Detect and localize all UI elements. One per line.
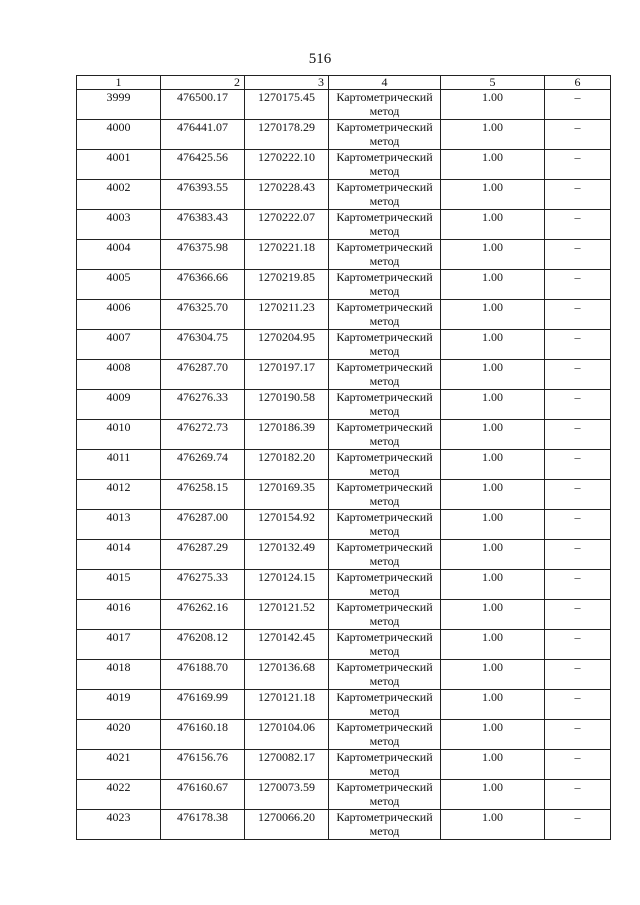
x-coordinate-cell: 476393.55 — [161, 180, 245, 210]
point-number-cell: 3999 — [77, 90, 161, 120]
note-cell: – — [545, 810, 611, 840]
table-body — [77, 90, 611, 840]
note-cell: – — [545, 660, 611, 690]
x-coordinate-cell: 476275.33 — [161, 570, 245, 600]
note-cell: – — [545, 180, 611, 210]
accuracy-cell: 1.00 — [441, 660, 545, 690]
method-cell: Картометрический метод — [329, 540, 441, 570]
note-cell: – — [545, 570, 611, 600]
method-cell: Картометрический метод — [329, 600, 441, 630]
accuracy-cell: 1.00 — [441, 420, 545, 450]
point-number-cell: 4012 — [77, 480, 161, 510]
note-cell: – — [545, 90, 611, 120]
method-cell: Картометрический метод — [329, 510, 441, 540]
x-coordinate-cell: 476160.18 — [161, 720, 245, 750]
note-cell: – — [545, 300, 611, 330]
accuracy-cell: 1.00 — [441, 480, 545, 510]
method-cell: Картометрический метод — [329, 570, 441, 600]
accuracy-cell: 1.00 — [441, 630, 545, 660]
note-cell: – — [545, 690, 611, 720]
accuracy-cell: 1.00 — [441, 390, 545, 420]
method-cell: Картометрический метод — [329, 660, 441, 690]
method-cell: Картометрический метод — [329, 390, 441, 420]
y-coordinate-cell: 1270178.29 — [245, 120, 329, 150]
y-coordinate-cell: 1270132.49 — [245, 540, 329, 570]
table-row — [77, 450, 611, 480]
table-row — [77, 810, 611, 840]
y-coordinate-cell: 1270190.58 — [245, 390, 329, 420]
note-cell: – — [545, 360, 611, 390]
method-cell: Картометрический метод — [329, 180, 441, 210]
accuracy-cell: 1.00 — [441, 690, 545, 720]
accuracy-cell: 1.00 — [441, 720, 545, 750]
method-cell: Картометрический метод — [329, 90, 441, 120]
point-number-cell: 4004 — [77, 240, 161, 270]
y-coordinate-cell: 1270175.45 — [245, 90, 329, 120]
x-coordinate-cell: 476156.76 — [161, 750, 245, 780]
y-coordinate-cell: 1270104.06 — [245, 720, 329, 750]
method-cell: Картометрический метод — [329, 630, 441, 660]
y-coordinate-cell: 1270182.20 — [245, 450, 329, 480]
note-cell: – — [545, 720, 611, 750]
accuracy-cell: 1.00 — [441, 360, 545, 390]
table-row — [77, 120, 611, 150]
y-coordinate-cell: 1270121.52 — [245, 600, 329, 630]
point-number-cell: 4003 — [77, 210, 161, 240]
point-number-cell: 4021 — [77, 750, 161, 780]
method-cell: Картометрический метод — [329, 150, 441, 180]
y-coordinate-cell: 1270211.23 — [245, 300, 329, 330]
y-coordinate-cell: 1270121.18 — [245, 690, 329, 720]
method-cell: Картометрический метод — [329, 480, 441, 510]
x-coordinate-cell: 476276.33 — [161, 390, 245, 420]
point-number-cell: 4006 — [77, 300, 161, 330]
x-coordinate-cell: 476441.07 — [161, 120, 245, 150]
y-coordinate-cell: 1270219.85 — [245, 270, 329, 300]
table-row — [77, 480, 611, 510]
method-cell: Картометрический метод — [329, 210, 441, 240]
point-number-cell: 4009 — [77, 390, 161, 420]
method-cell: Картометрический метод — [329, 330, 441, 360]
note-cell: – — [545, 630, 611, 660]
x-coordinate-cell: 476304.75 — [161, 330, 245, 360]
header-row — [77, 76, 611, 90]
y-coordinate-cell: 1270082.17 — [245, 750, 329, 780]
table-row — [77, 360, 611, 390]
method-cell: Картометрический метод — [329, 720, 441, 750]
accuracy-cell: 1.00 — [441, 90, 545, 120]
method-cell: Картометрический метод — [329, 300, 441, 330]
x-coordinate-cell: 476258.15 — [161, 480, 245, 510]
x-coordinate-cell: 476287.29 — [161, 540, 245, 570]
point-number-cell: 4007 — [77, 330, 161, 360]
column-header-1: 1 — [77, 76, 161, 90]
method-cell: Картометрический метод — [329, 270, 441, 300]
x-coordinate-cell: 476160.67 — [161, 780, 245, 810]
accuracy-cell: 1.00 — [441, 330, 545, 360]
y-coordinate-cell: 1270186.39 — [245, 420, 329, 450]
note-cell: – — [545, 270, 611, 300]
x-coordinate-cell: 476178.38 — [161, 810, 245, 840]
x-coordinate-cell: 476425.56 — [161, 150, 245, 180]
point-number-cell: 4008 — [77, 360, 161, 390]
x-coordinate-cell: 476262.16 — [161, 600, 245, 630]
method-cell: Картометрический метод — [329, 750, 441, 780]
x-coordinate-cell: 476366.66 — [161, 270, 245, 300]
table-row — [77, 600, 611, 630]
x-coordinate-cell: 476188.70 — [161, 660, 245, 690]
x-coordinate-cell: 476287.70 — [161, 360, 245, 390]
table-row — [77, 420, 611, 450]
y-coordinate-cell: 1270204.95 — [245, 330, 329, 360]
method-cell: Картометрический метод — [329, 690, 441, 720]
point-number-cell: 4015 — [77, 570, 161, 600]
note-cell: – — [545, 120, 611, 150]
x-coordinate-cell: 476383.43 — [161, 210, 245, 240]
x-coordinate-cell: 476272.73 — [161, 420, 245, 450]
accuracy-cell: 1.00 — [441, 210, 545, 240]
note-cell: – — [545, 780, 611, 810]
method-cell: Картометрический метод — [329, 450, 441, 480]
table-row — [77, 660, 611, 690]
column-header-3: 3 — [245, 76, 329, 90]
x-coordinate-cell: 476325.70 — [161, 300, 245, 330]
point-number-cell: 4022 — [77, 780, 161, 810]
point-number-cell: 4017 — [77, 630, 161, 660]
accuracy-cell: 1.00 — [441, 540, 545, 570]
table-row — [77, 780, 611, 810]
y-coordinate-cell: 1270073.59 — [245, 780, 329, 810]
table-row — [77, 720, 611, 750]
y-coordinate-cell: 1270154.92 — [245, 510, 329, 540]
note-cell: – — [545, 240, 611, 270]
method-cell: Картометрический метод — [329, 120, 441, 150]
y-coordinate-cell: 1270169.35 — [245, 480, 329, 510]
point-number-cell: 4018 — [77, 660, 161, 690]
x-coordinate-cell: 476375.98 — [161, 240, 245, 270]
accuracy-cell: 1.00 — [441, 750, 545, 780]
accuracy-cell: 1.00 — [441, 120, 545, 150]
accuracy-cell: 1.00 — [441, 180, 545, 210]
column-header-6: 6 — [545, 76, 611, 90]
column-header-2: 2 — [161, 76, 245, 90]
point-number-cell: 4016 — [77, 600, 161, 630]
table-row — [77, 300, 611, 330]
point-number-cell: 4002 — [77, 180, 161, 210]
note-cell: – — [545, 480, 611, 510]
point-number-cell: 4005 — [77, 270, 161, 300]
table-row — [77, 180, 611, 210]
x-coordinate-cell: 476269.74 — [161, 450, 245, 480]
point-number-cell: 4020 — [77, 720, 161, 750]
note-cell: – — [545, 150, 611, 180]
method-cell: Картометрический метод — [329, 240, 441, 270]
accuracy-cell: 1.00 — [441, 270, 545, 300]
accuracy-cell: 1.00 — [441, 150, 545, 180]
accuracy-cell: 1.00 — [441, 570, 545, 600]
table-row — [77, 150, 611, 180]
point-number-cell: 4001 — [77, 150, 161, 180]
y-coordinate-cell: 1270142.45 — [245, 630, 329, 660]
method-cell: Картометрический метод — [329, 780, 441, 810]
table-row — [77, 540, 611, 570]
accuracy-cell: 1.00 — [441, 780, 545, 810]
table-row — [77, 240, 611, 270]
note-cell: – — [545, 600, 611, 630]
table-row — [77, 690, 611, 720]
y-coordinate-cell: 1270222.07 — [245, 210, 329, 240]
point-number-cell: 4000 — [77, 120, 161, 150]
x-coordinate-cell: 476208.12 — [161, 630, 245, 660]
note-cell: – — [545, 390, 611, 420]
y-coordinate-cell: 1270124.15 — [245, 570, 329, 600]
table-header — [77, 76, 611, 90]
method-cell: Картометрический метод — [329, 810, 441, 840]
page-number: 516 — [308, 51, 332, 67]
accuracy-cell: 1.00 — [441, 450, 545, 480]
y-coordinate-cell: 1270222.10 — [245, 150, 329, 180]
column-header-5: 5 — [441, 76, 545, 90]
accuracy-cell: 1.00 — [441, 300, 545, 330]
note-cell: – — [545, 750, 611, 780]
note-cell: – — [545, 540, 611, 570]
table-row — [77, 630, 611, 660]
table-row — [77, 270, 611, 300]
x-coordinate-cell: 476169.99 — [161, 690, 245, 720]
table-row — [77, 390, 611, 420]
note-cell: – — [545, 510, 611, 540]
x-coordinate-cell: 476287.00 — [161, 510, 245, 540]
x-coordinate-cell: 476500.17 — [161, 90, 245, 120]
point-number-cell: 4023 — [77, 810, 161, 840]
point-number-cell: 4013 — [77, 510, 161, 540]
accuracy-cell: 1.00 — [441, 600, 545, 630]
y-coordinate-cell: 1270066.20 — [245, 810, 329, 840]
method-cell: Картометрический метод — [329, 420, 441, 450]
coordinates-table — [76, 75, 611, 840]
point-number-cell: 4010 — [77, 420, 161, 450]
table-row — [77, 510, 611, 540]
y-coordinate-cell: 1270136.68 — [245, 660, 329, 690]
note-cell: – — [545, 210, 611, 240]
point-number-cell: 4019 — [77, 690, 161, 720]
table-row — [77, 210, 611, 240]
accuracy-cell: 1.00 — [441, 810, 545, 840]
accuracy-cell: 1.00 — [441, 240, 545, 270]
note-cell: – — [545, 450, 611, 480]
table-row — [77, 570, 611, 600]
column-header-4: 4 — [329, 76, 441, 90]
note-cell: – — [545, 330, 611, 360]
y-coordinate-cell: 1270228.43 — [245, 180, 329, 210]
point-number-cell: 4014 — [77, 540, 161, 570]
point-number-cell: 4011 — [77, 450, 161, 480]
accuracy-cell: 1.00 — [441, 510, 545, 540]
y-coordinate-cell: 1270197.17 — [245, 360, 329, 390]
y-coordinate-cell: 1270221.18 — [245, 240, 329, 270]
table-row — [77, 750, 611, 780]
method-cell: Картометрический метод — [329, 360, 441, 390]
note-cell: – — [545, 420, 611, 450]
table-row — [77, 90, 611, 120]
table-row — [77, 330, 611, 360]
